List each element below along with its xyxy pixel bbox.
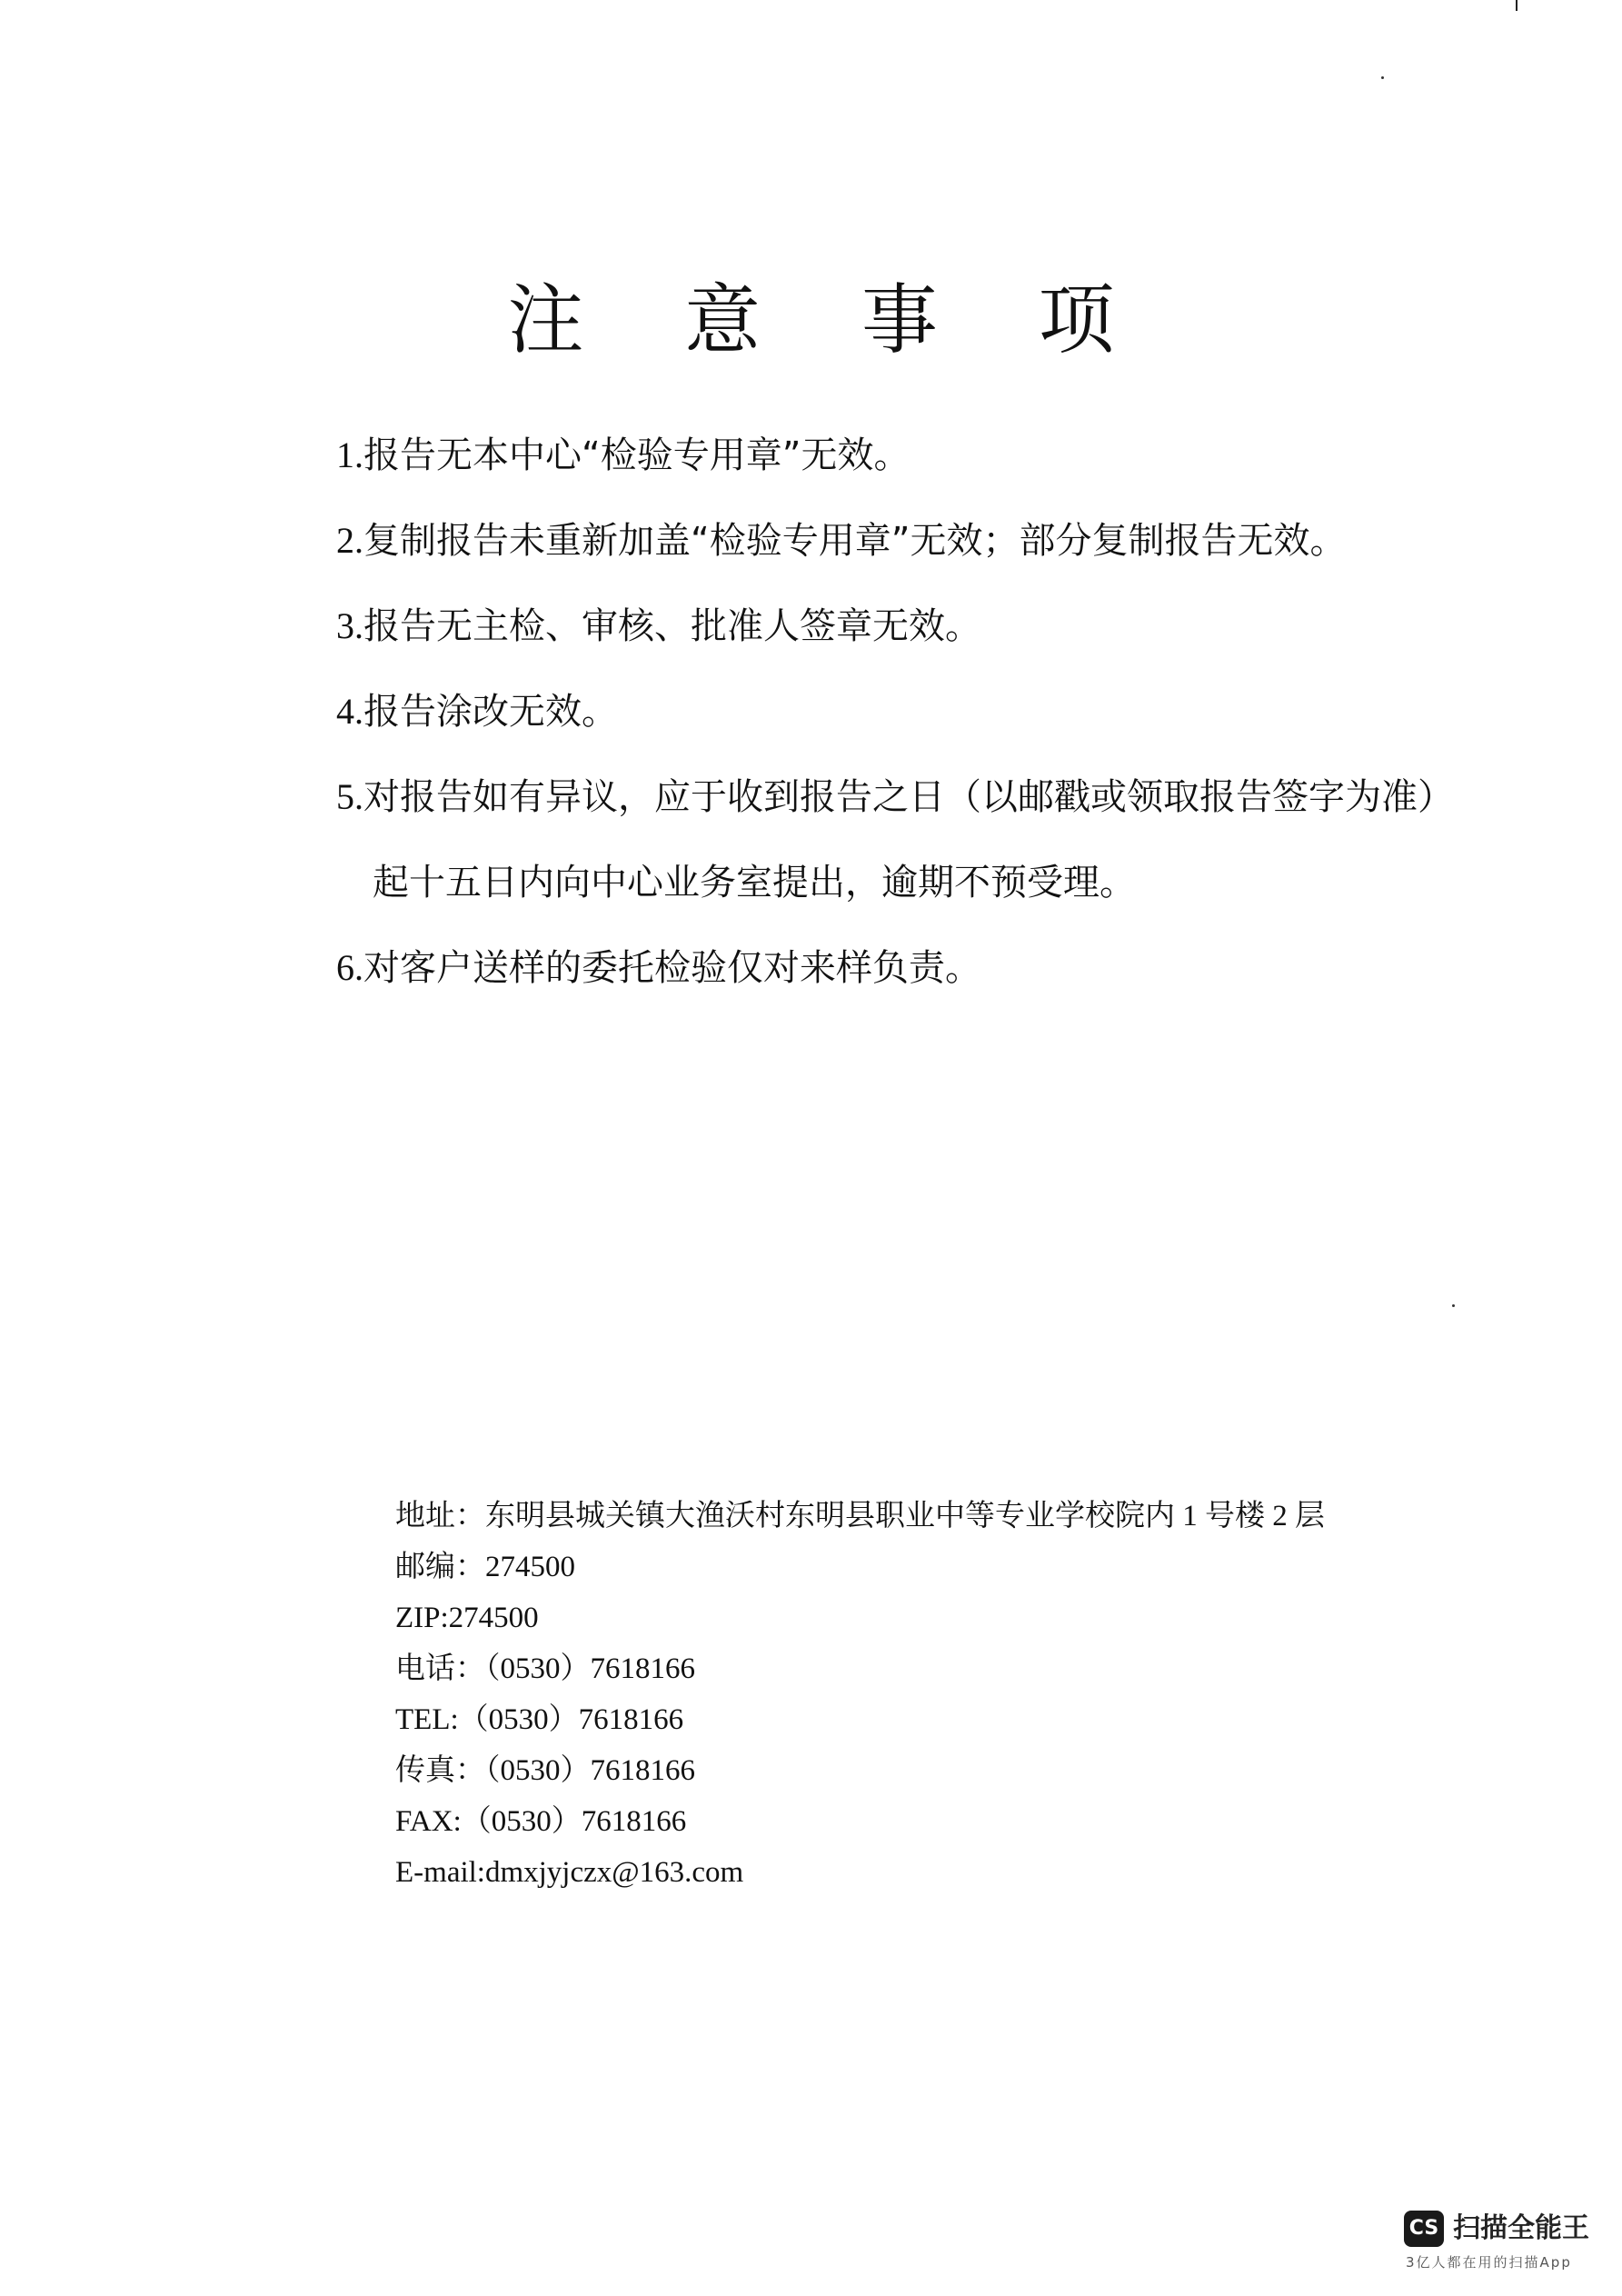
notice-item-continuation: 起十五日内向中心业务室提出，逾期不预受理。 bbox=[373, 862, 1136, 903]
page-title: 注 意 事 项 bbox=[507, 275, 1153, 364]
contact-fax: FAX:（0530）7618166 bbox=[395, 1805, 687, 1838]
contact-tel: TEL:（0530）7618166 bbox=[395, 1703, 684, 1736]
contact-phone: 电话：（0530）7618166 bbox=[395, 1652, 695, 1685]
contact-address: 地址：东明县城关镇大渔沃村东明县职业中等专业学校院内 1 号楼 2 层 bbox=[395, 1500, 1325, 1532]
scanner-watermark bbox=[1404, 2211, 1599, 2274]
scan-speck bbox=[1452, 1304, 1455, 1307]
contact-email: E-mail:dmxjyjczx@163.com bbox=[395, 1856, 744, 1889]
scan-speck bbox=[1381, 76, 1384, 79]
notice-list bbox=[336, 434, 1518, 1033]
contact-postcode: 邮编：274500 bbox=[395, 1551, 575, 1583]
notice-item: 2.复制报告未重新加盖“检验专用章”无效；部分复制报告无效。 bbox=[336, 520, 1347, 562]
contact-zip: ZIP:274500 bbox=[395, 1602, 539, 1634]
scan-edge-mark bbox=[1516, 0, 1518, 11]
notice-item: 6.对客户送样的委托检验仅对来样负责。 bbox=[336, 947, 981, 989]
notice-item: 4.报告涂改无效。 bbox=[336, 691, 618, 733]
contact-info bbox=[395, 1498, 1486, 1905]
camscanner-logo-icon: CS bbox=[1404, 2211, 1444, 2247]
contact-fax-cn: 传真：（0530）7618166 bbox=[395, 1754, 695, 1787]
notice-item: 5.对报告如有异议，应于收到报告之日（以邮戳或领取报告签字为准） bbox=[336, 776, 1454, 818]
watermark-tagline: 3亿人都在用的扫描App bbox=[1406, 2254, 1572, 2271]
watermark-app-name: 扫描全能王 bbox=[1453, 2212, 1589, 2244]
notice-item: 1.报告无本中心“检验专用章”无效。 bbox=[336, 434, 911, 476]
notice-item: 3.报告无主检、审核、批准人签章无效。 bbox=[336, 605, 981, 647]
